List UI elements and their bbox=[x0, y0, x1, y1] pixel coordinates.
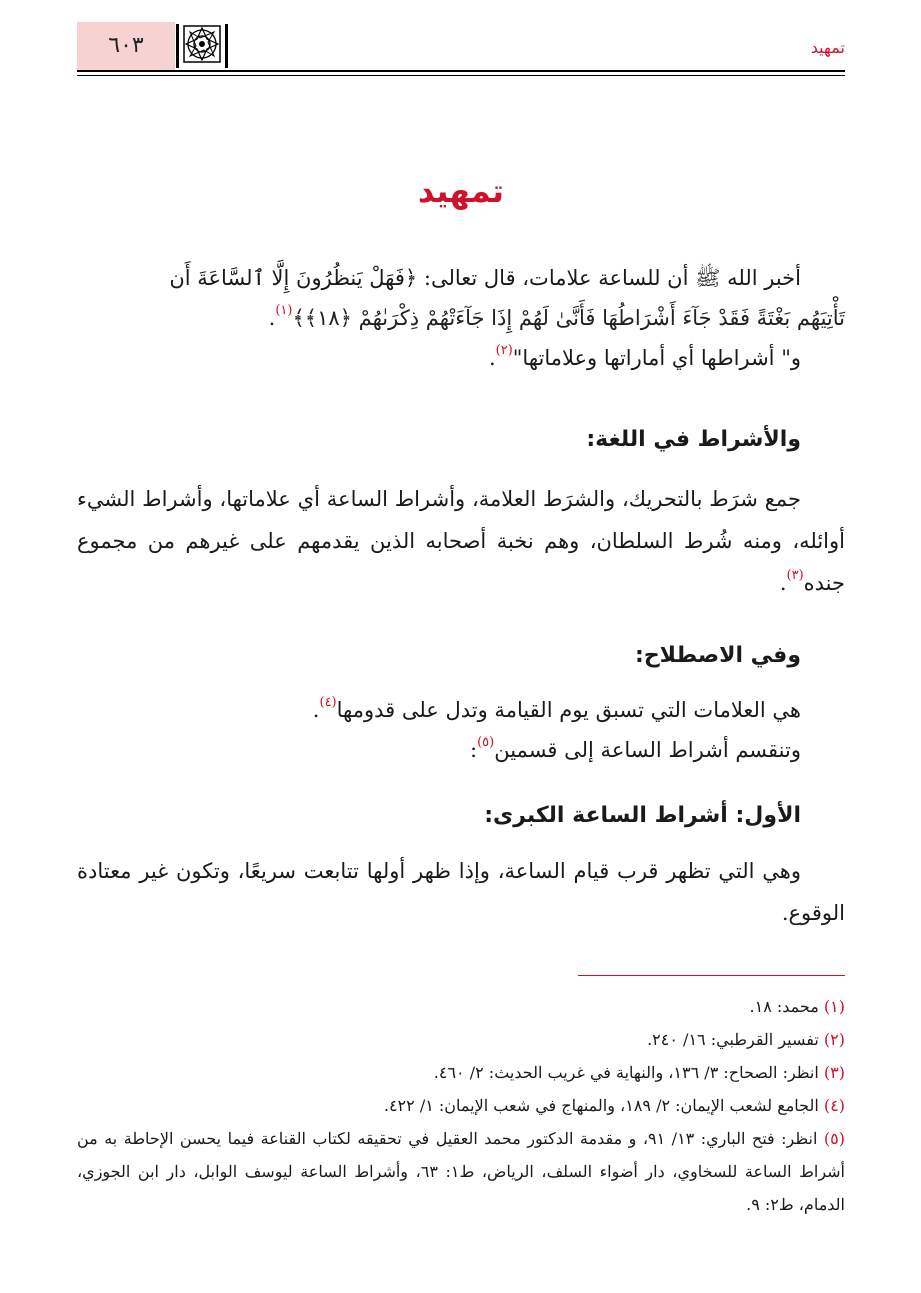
footnote-number: (١) bbox=[823, 997, 845, 1016]
footnote-marker-2: (٢) bbox=[495, 343, 513, 358]
division-line bbox=[77, 730, 845, 770]
lang-section bbox=[77, 420, 845, 460]
footnote-marker-1: (١) bbox=[275, 303, 293, 318]
amarat-line bbox=[77, 338, 845, 378]
major-signs-block bbox=[77, 850, 845, 934]
punctuation: : bbox=[470, 738, 478, 762]
term-section bbox=[77, 636, 845, 676]
footnote-number: (٣) bbox=[823, 1063, 845, 1082]
term-block bbox=[77, 690, 845, 770]
footnote-number: (٤) bbox=[823, 1096, 845, 1115]
footnote-number: (٥) bbox=[823, 1129, 845, 1148]
intro-block bbox=[77, 258, 845, 378]
footnote-marker-3: (٣) bbox=[786, 568, 804, 583]
lang-text: جمع شرَط بالتحريك، والشرَط العلامة، وأشراط الساعة أي علاماتها، وأشراط الشيء أوائله، ومنه شُرط السلطان، وهم نخبة أصحابه الذين يقدمهم على غيرهم من مجموع جنده bbox=[77, 487, 845, 595]
footnote bbox=[77, 1056, 845, 1089]
major-signs-section bbox=[77, 796, 845, 836]
footnote-text: انظر: الصحاح: ٣/ ١٣٦، والنهاية في غريب الحديث: ٢/ ٤٦٠. bbox=[433, 1063, 819, 1082]
footnote-number: (٢) bbox=[823, 1030, 845, 1049]
footnote bbox=[77, 1023, 845, 1056]
page-number: ٦٠٣ bbox=[108, 33, 144, 58]
chapter-title: تمهيد bbox=[417, 172, 505, 210]
lang-paragraph-block bbox=[77, 478, 845, 604]
intro-line-1 bbox=[77, 258, 845, 298]
punctuation: . bbox=[488, 346, 496, 370]
lang-paragraph bbox=[77, 478, 845, 604]
footnote-text: تفسير القرطبي: ١٦/ ٢٤٠. bbox=[647, 1030, 819, 1049]
running-title: تمهيد bbox=[810, 38, 845, 57]
footnote bbox=[77, 990, 845, 1023]
header-rule bbox=[77, 70, 845, 72]
footnote bbox=[77, 1122, 845, 1221]
footnote-text: الجامع لشعب الإيمان: ٢/ ١٨٩، والمنهاج في شعب الإيمان: ١/ ٤٢٢. bbox=[383, 1096, 819, 1115]
punctuation: . bbox=[779, 571, 787, 595]
footnote-text: انظر: فتح الباري: ١٣/ ٩١، و مقدمة الدكتور محمد العقيل في تحقيقه لكتاب القناعة فيما يحسن الإحاطة به من أشراط الساعة للسخاوي، دار أضواء السلف، الرياض، ط١: ٦٣، وأشراط الساعة ليوسف الوابل، دار ابن الجوزي، الدمام، ط٢: ٩. bbox=[77, 1129, 846, 1214]
heading-major-signs: الأول: أشراط الساعة الكبرى: bbox=[484, 803, 801, 828]
footnotes bbox=[77, 990, 845, 1221]
major-signs-paragraph: وهي التي تظهر قرب قيام الساعة، وإذا ظهر أولها تتابعت سريعًا، وتكون غير معتادة الوقوع. bbox=[77, 859, 845, 925]
footnote-marker-5: (٥) bbox=[477, 735, 495, 750]
amarat-text: و" أشراطها أي أماراتها وعلاماتها" bbox=[512, 346, 801, 370]
intro-text: أخبر الله ﷺ أن للساعة علامات، قال تعالى: ﴿فَهَلْ يَنظُرُونَ إِلَّا ٱلسَّاعَةَ أَن bbox=[169, 266, 801, 290]
running-header bbox=[77, 22, 845, 74]
quran-verse: تَأْتِيَهُم بَغْتَةً فَقَدْ جَآءَ أَشْرَاطُهَا فَأَنَّىٰ لَهُمْ إِذَا جَآءَتْهُمْ ذِكْرَىٰهُمْ ﴿١٨﴾﴾ bbox=[292, 306, 845, 330]
footnote-marker-4: (٤) bbox=[319, 695, 337, 710]
punctuation: . bbox=[268, 306, 276, 330]
footnote-text: محمد: ١٨. bbox=[749, 997, 819, 1016]
heading-language: والأشراط في اللغة: bbox=[586, 427, 801, 452]
heading-terminology: وفي الاصطلاح: bbox=[635, 643, 801, 668]
header-rule-thin bbox=[77, 75, 845, 76]
geometric-rosette-icon bbox=[176, 24, 228, 68]
term-definition bbox=[77, 690, 845, 730]
division-text: وتنقسم أشراط الساعة إلى قسمين bbox=[494, 738, 801, 762]
footnote bbox=[77, 1089, 845, 1122]
footnote-separator bbox=[578, 975, 845, 976]
intro-line-2 bbox=[77, 298, 845, 338]
punctuation: . bbox=[312, 698, 320, 722]
term-text: هي العلامات التي تسبق يوم القيامة وتدل على قدومها bbox=[336, 698, 801, 722]
